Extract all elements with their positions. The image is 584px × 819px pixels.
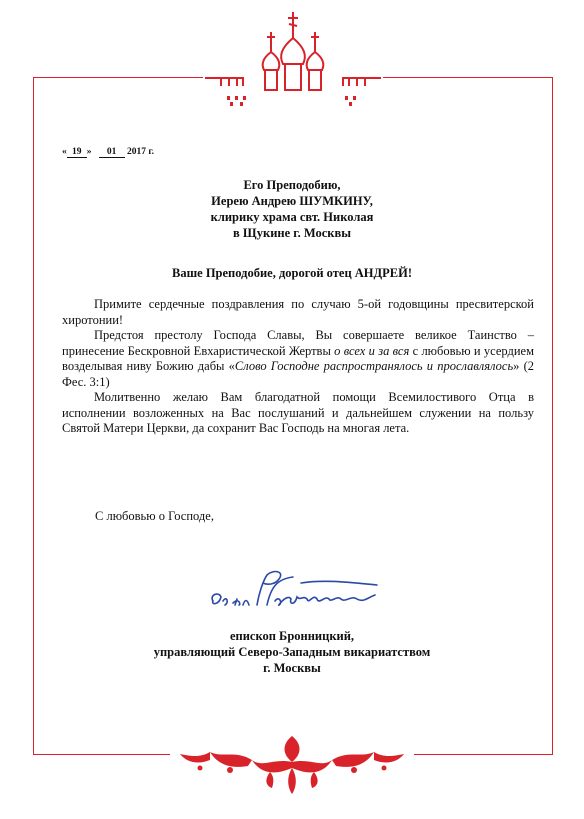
letter-body [62,297,534,437]
paragraph-wishes: Молитвенно желаю Вам благодатной помощи Всемилостивого Отца в исполнении возложенных на Вас послушаний и дальнейшем служении на пользу Святой Матери Церкви, да сохранит Вас Господь на многая лета. [62,390,534,435]
church-domes-icon [203,8,383,108]
addressee-line: клирику храма свт. Николая [210,210,374,224]
signatory-line: г. Москвы [263,661,321,675]
addressee-line: в Щукине г. Москвы [233,226,351,240]
handwritten-signature [205,565,385,625]
addressee-block [0,177,584,241]
date-close-quote: » [86,147,92,157]
paragraph-congratulations: Примите сердечные поздравления по случаю 5-ой годовщины пресвитерской хиротонии! [62,297,534,327]
text-span: с любовью и усердием возделывая ниву Божию дабы « [62,343,534,373]
date-day: 19 [67,147,87,158]
signatory-line: управляющий Северо-Западным викариатством [153,645,431,659]
date-year: 2017 г. [127,147,154,157]
signatory-line: епископ Бронницкий, [229,629,355,643]
greeting: Ваше Преподобие, дорогой отец АНДРЕЙ! [172,266,412,280]
signatory-block [0,628,584,676]
paragraph-liturgy [62,328,534,390]
scripture-quote: Слово Господне распространялось и прославлялось [234,359,514,373]
scripture-reference: » (2 Фес. 3:1) [62,359,534,389]
addressee-line: Иерею Андрею ШУМКИНУ, [211,194,373,208]
italic-quote: о всех и за вся [334,343,410,358]
date-month: 01 [99,147,125,158]
text-span: Предстоя престолу Господа Славы, Вы совершаете великое Таинство – принесение Бескровной Евхаристической Жертвы [62,328,534,358]
ornament-icon [170,728,414,808]
addressee-line: Его Преподобию, [243,178,341,192]
closing-phrase: С любовью о Господе, [95,509,214,523]
letter-date [62,147,154,158]
date-open-quote: « [62,147,67,157]
